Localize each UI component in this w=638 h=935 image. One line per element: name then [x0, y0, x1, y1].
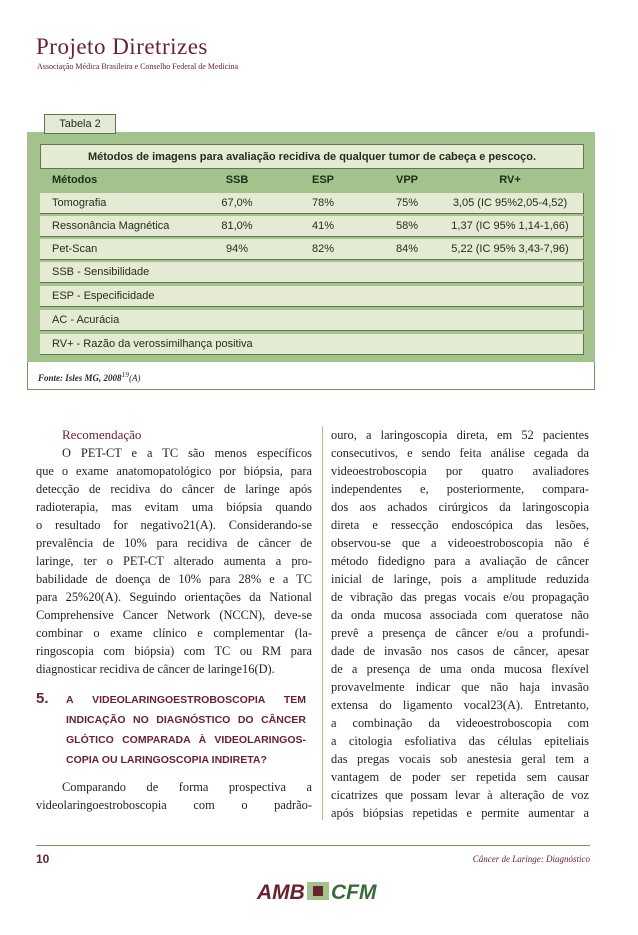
paragraph-line: de a presença de uma onda mucosa flexível: [331, 662, 589, 676]
paragraph-line: laringe, ter o PET-CT alterado aumenta a pro-: [36, 554, 312, 568]
table-cell: 1,37 (IC 95% 1,14-1,66): [451, 220, 569, 232]
column-divider: [322, 426, 323, 820]
table-source: [38, 370, 141, 383]
table-cell: 84%: [395, 243, 419, 255]
table-note: AC - Acurácia: [52, 314, 120, 326]
paragraph-line: da onda mucosa associada com queratose não: [331, 608, 589, 622]
table-header-row: [40, 170, 584, 191]
paragraph-line: Comparando de forma prospectiva a: [62, 780, 312, 794]
section-subheading: Recomendação: [62, 427, 142, 442]
publication-subtitle: Associação Médica Brasileira e Conselho Federal de Medicina: [37, 62, 239, 71]
footer-rule: [36, 845, 590, 846]
table-note-row: [40, 262, 584, 283]
paragraph-line: a combinação da videoestroboscopia com: [331, 716, 589, 730]
table-row: [40, 193, 584, 214]
section-title-line: A VIDEOLARINGOESTROBOSCOPIA TEM: [66, 694, 306, 706]
paragraph-line: dade de invasão nos casos de câncer, apesar: [331, 644, 589, 658]
svg-text:AMB: AMB: [257, 881, 305, 904]
paragraph-line: O PET-CT e a TC são menos específicos: [62, 446, 312, 460]
table-note: ESP - Especificidade: [52, 290, 155, 302]
right-column: [331, 426, 589, 822]
table-header-cell: RV+: [499, 174, 521, 186]
table-cell: 5,22 (IC 95% 3,43-7,96): [451, 243, 569, 255]
left-column-continued: [36, 778, 312, 814]
paragraph-line: babilidade de doença de 10% para 28% e a TC: [36, 572, 312, 586]
paragraph-line: detecção de recidiva do câncer de laringe após: [36, 482, 312, 496]
paragraph-line: o resultado for negativo21(A). Considerando-se: [36, 518, 312, 532]
paragraph-line: extensa do ligamento vocal23(A). Entretanto,: [331, 698, 589, 712]
table-cell: 3,05 (IC 95%2,05-4,52): [452, 197, 568, 209]
paragraph-line: provavelmente indicar que não haja invasão: [331, 680, 589, 694]
amb-cfm-logo: [255, 878, 385, 904]
section-title-line: GLÓTICO COMPARADA À VIDEOLARINGOS-: [66, 734, 306, 746]
table-note-row: [40, 286, 584, 307]
paragraph-line: ouro, a laringoscopia direta, em 52 pacientes: [331, 428, 589, 442]
table-header-cell: Métodos: [52, 174, 98, 186]
paragraph-line: ringoscopia com biópsia) com TC ou RM para: [36, 644, 312, 658]
source-grade: (A): [129, 373, 141, 383]
page-number: 10: [36, 852, 50, 866]
paragraph-line: das pregas vocais sob anestesia geral tem a: [331, 752, 589, 766]
paragraph-line: Comprehensive Cancer Network (NCCN), deve-se: [36, 608, 312, 622]
table-row: [40, 239, 584, 260]
table-cell: 81,0%: [221, 220, 253, 232]
table-cell: Ressonância Magnética: [52, 220, 170, 232]
running-title: Câncer de Laringe: Diagnóstico: [472, 854, 590, 864]
paragraph-line: método fidedigno para a avaliação de câncer: [331, 554, 589, 568]
paragraph-line: cicatrizes que possam levar à alteração de voz: [331, 788, 589, 802]
table-header-cell: VPP: [395, 174, 418, 186]
svg-text:CFM: CFM: [331, 881, 377, 904]
paragraph-line: videolaringoestroboscopia com o padrão-: [36, 798, 312, 812]
publication-title: Projeto Diretrizes: [36, 34, 208, 59]
paragraph-line: prevê a presença de câncer e/ou a profundi-: [331, 626, 589, 640]
paragraph-line: direta e ressecção endoscópica das lesões,: [331, 518, 589, 532]
table-row: [40, 216, 584, 237]
table-cell: Pet-Scan: [52, 243, 98, 255]
left-column: [36, 426, 312, 678]
paragraph-line: diagnosticar recidiva de câncer de laringe16(D).: [36, 662, 275, 676]
paragraph-line: que o exame anatomopatológico por biópsia, para: [36, 464, 312, 478]
table-cell: 78%: [311, 197, 335, 209]
source-ref: 19: [121, 370, 130, 379]
table-header-cell: ESP: [311, 174, 334, 186]
table-cell: 58%: [395, 220, 419, 232]
table-cell: 94%: [225, 243, 249, 255]
paragraph-line: após biópsias repetidas e permite aumentar a: [331, 806, 589, 820]
table-note: RV+ - Razão da verossimilhança positiva: [52, 338, 253, 350]
paragraph-line: combinar o exame clínico e complementar (la-: [36, 626, 312, 640]
source-text: Fonte: Isles MG, 2008: [38, 373, 122, 383]
paragraph-line: prevalência de 10% para recidiva de câncer de: [36, 536, 312, 550]
table-tab-label: Tabela 2: [44, 114, 116, 134]
table-caption: Métodos de imagens para avaliação recidiva de qualquer tumor de cabeça e pescoço.: [40, 144, 584, 169]
section-title: [66, 690, 306, 770]
table-note-row: [40, 310, 584, 331]
paragraph-line: a citologia esfoliativa das células epiteliais: [331, 734, 589, 748]
table-header-cell: SSB: [225, 174, 249, 186]
paragraph-line: vantagem de poder ser repetida sem causar: [331, 770, 589, 784]
paragraph-line: independentes e, posteriormente, compara-: [331, 482, 589, 496]
paragraph-line: inicial de laringe, pois a amplitude reduzida: [331, 572, 589, 586]
table-cell: 82%: [311, 243, 335, 255]
paragraph-line: observou-se que a videoestroboscopia não é: [331, 536, 589, 550]
table-cell: 67,0%: [221, 197, 253, 209]
paragraph-line: dos aos achados cirúrgicos da laringoscopia: [331, 500, 589, 514]
paragraph-line: de vibração das pregas vocais e/ou propagação: [331, 590, 589, 604]
paragraph-line: videoestroboscopia por quatro avaliadores: [331, 464, 589, 478]
section-title-line: INDICAÇÃO NO DIAGNÓSTICO DO CÂNCER: [66, 714, 306, 726]
table-cell: Tomografia: [52, 197, 107, 209]
table-note: SSB - Sensibilidade: [52, 266, 150, 278]
paragraph-line: consecutivos, e sendo feita análise cegada da: [331, 446, 589, 460]
table-cell: 41%: [311, 220, 335, 232]
table-note-row: [40, 334, 584, 355]
section-number: 5.: [36, 690, 49, 707]
table-cell: 75%: [395, 197, 419, 209]
paragraph-line: radioterapia, mas evitam uma biópsia quando: [36, 500, 312, 514]
paragraph-line: para 25%20(A). Seguindo orientações da National: [36, 590, 312, 604]
section-title-line: COPIA OU LARINGOSCOPIA INDIRETA?: [66, 754, 267, 766]
